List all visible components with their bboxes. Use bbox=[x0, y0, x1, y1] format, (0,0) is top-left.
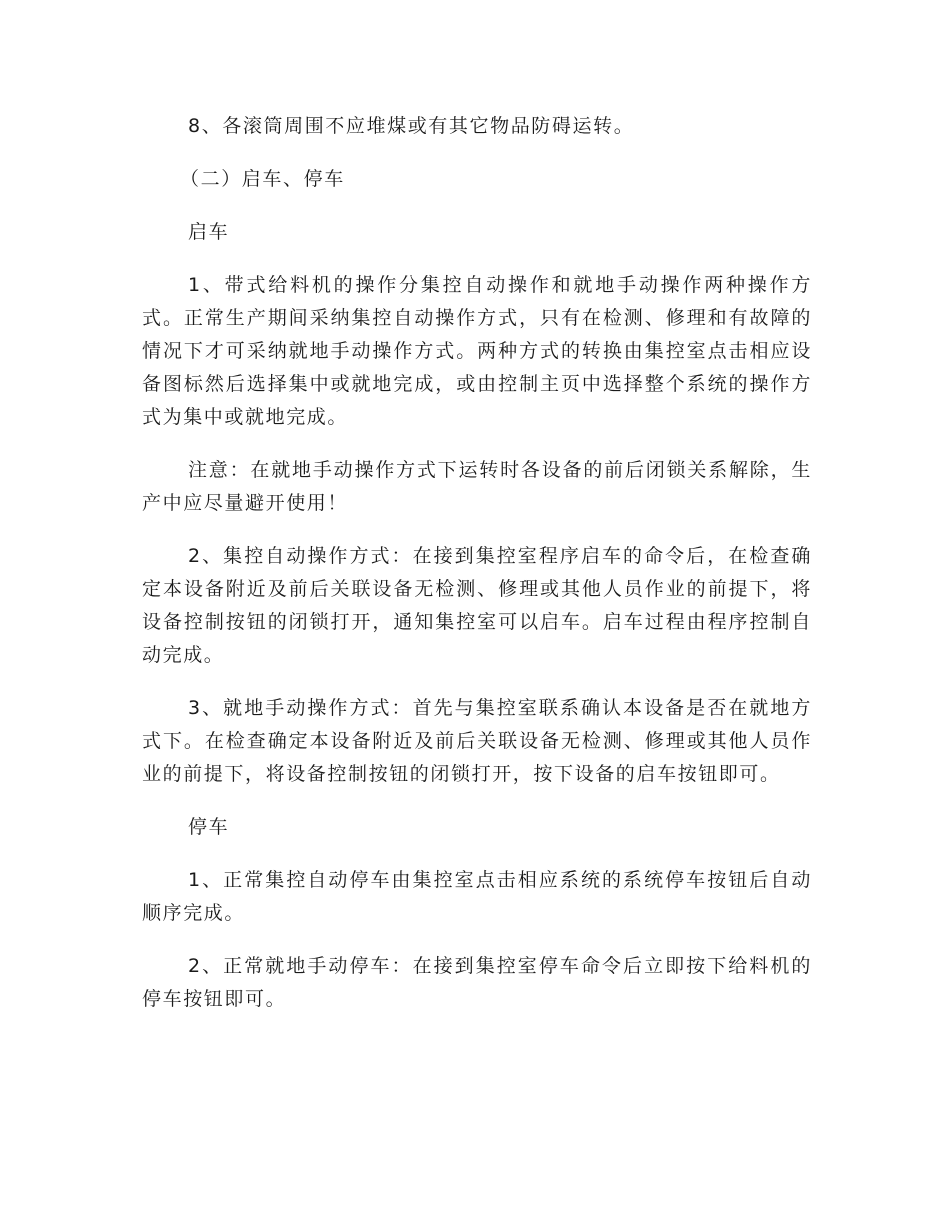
subheading-start: 启车 bbox=[188, 221, 230, 243]
section-heading-start-stop: （二）启车、停车 bbox=[180, 168, 345, 190]
subheading-stop: 停车 bbox=[188, 816, 230, 838]
paragraph-operation-modes: 1、带式给料机的操作分集控自动操作和就地手动操作两种操作方式。正常生产期间采纳集控自动操作方式，只有在检测、修理和有故障的情况下才可采纳就地手动操作方式。两种方式的转换由集控室点击相应设备图标然后选择集中或就地完成，或由控制主页中选择整个系统的操作方式为集中或就地完成。 bbox=[142, 274, 812, 428]
document-body bbox=[142, 110, 812, 1036]
paragraph-auto-stop: 1、正常集控自动停车由集控室点击相应系统的系统停车按钮后自动顺序完成。 bbox=[142, 869, 812, 924]
paragraph-manual-stop: 2、正常就地手动停车：在接到集控室停车命令后立即按下给料机的停车按钮即可。 bbox=[142, 955, 812, 1010]
paragraph-item-8: 8、各滚筒周围不应堆煤或有其它物品防碍运转。 bbox=[188, 115, 635, 137]
paragraph-notice: 注意：在就地手动操作方式下运转时各设备的前后闭锁关系解除，生产中应尽量避开使用！ bbox=[142, 459, 812, 514]
paragraph-manual-mode: 3、就地手动操作方式：首先与集控室联系确认本设备是否在就地方式下。在检查确定本设备附近及前后关联设备无检测、修理或其他人员作业的前提下，将设备控制按钮的闭锁打开，按下设备的启车按钮即可。 bbox=[142, 697, 812, 785]
paragraph-auto-mode: 2、集控自动操作方式：在接到集控室程序启车的命令后，在检查确定本设备附近及前后关联设备无检测、修理或其他人员作业的前提下，将设备控制按钮的闭锁打开，通知集控室可以启车。启车过程由程序控制自动完成。 bbox=[142, 545, 812, 666]
